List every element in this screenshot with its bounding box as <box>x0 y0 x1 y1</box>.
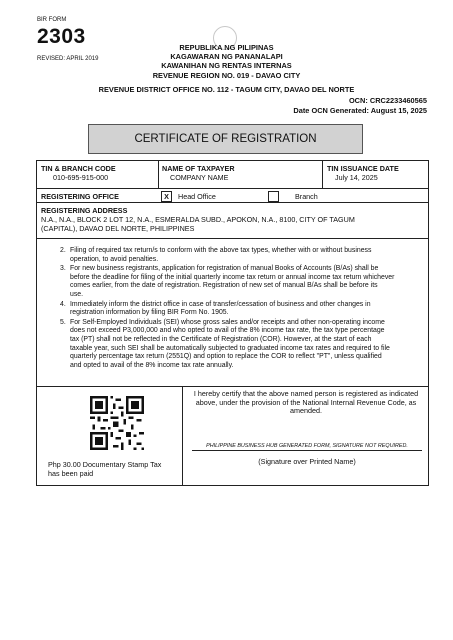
note-line: Immediately inform the district office in case of transfer/cessation of business and other changes in <box>70 300 371 308</box>
note-line: Filing of required tax return/s to conform with the above tax types, whether with or without business <box>70 247 372 254</box>
divider-row-4 <box>36 386 429 387</box>
header-line-5: REVENUE DISTRICT OFFICE NO. 112 - TAGUM CITY, DAVAO DEL NORTE <box>98 85 355 94</box>
signature-caption: (Signature over Printed Name) <box>258 457 356 466</box>
note-number: 5. <box>60 318 66 326</box>
qr-code-icon <box>90 396 144 450</box>
divider-row-3 <box>36 238 429 239</box>
note-item <box>60 247 423 264</box>
note-line: does not exceed P3,000,000 and who opted to avail of the 8% income tax rate, the tax type percentage <box>70 327 385 335</box>
note-line: before the deadline for filing of the initial quarterly income tax return or annual income tax return whichever <box>70 273 395 281</box>
document-title: CERTIFICATE OF REGISTRATION <box>88 124 363 154</box>
head-office-label: Head Office <box>178 192 216 201</box>
header-line-3: KAWANIHAN NG RENTAS INTERNAS <box>161 61 292 70</box>
divider-col-footer <box>182 386 183 486</box>
note-line: use. <box>70 290 84 298</box>
note-line: For Self-Employed Individuals (SEI) whose gross sales and/or receipts and other non-operating income <box>70 318 385 326</box>
cert-line-1: I hereby certify that the above named person is registered as indicated <box>193 389 419 398</box>
note-number: 2. <box>60 247 66 254</box>
note-line: comes earlier, from the date of registration. Registration of new set of manual B/As shall be before its <box>70 282 378 290</box>
taxpayer-name-label: NAME OF TAXPAYER <box>162 164 235 173</box>
registering-address-label: REGISTERING ADDRESS <box>41 206 128 215</box>
header-line-2: KAGAWARAN NG PANANALAPI <box>170 52 283 61</box>
cert-line-3: amended. <box>290 406 322 416</box>
header-line-4: REVENUE REGION NO. 019 - DAVAO CITY <box>152 71 301 80</box>
registration-notes <box>60 247 423 370</box>
taxpayer-name-value: COMPANY NAME <box>170 173 229 182</box>
note-line: and opted to avail of the 8% income tax rate annually. <box>70 361 234 369</box>
branch-label: Branch <box>295 192 318 201</box>
note-line: registration information by filing BIR Form No. 1905. <box>70 309 229 317</box>
divider-row-1 <box>36 188 429 189</box>
business-hub-note: PHILIPPINE BUSINESS HUB GENERATED FORM, SIGNATURE NOT REQUIRED. <box>206 443 408 449</box>
ocn-number: OCN: CRC2233460565 <box>348 96 427 105</box>
signature-line <box>192 450 422 451</box>
note-number: 4. <box>60 300 66 308</box>
note-line: quarterly percentage tax return (2551Q) and option to replace the COR to reflect "PT", unless qualified <box>70 353 382 361</box>
ocn-date: Date OCN Generated: August 15, 2025 <box>293 106 427 115</box>
note-number: 3. <box>60 265 66 273</box>
address-line-2: (CAPITAL), DAVAO DEL NORTE, PHILIPPINES <box>41 224 195 233</box>
stamp-line-2: has been paid <box>48 468 94 478</box>
certification-text <box>186 390 426 416</box>
note-item <box>60 319 423 371</box>
divider-col-name <box>158 160 159 188</box>
registering-office-label: REGISTERING OFFICE <box>41 192 119 201</box>
tin-issuance-value: July 14, 2025 <box>335 173 378 182</box>
note-item <box>60 265 423 299</box>
header-line-1: REPUBLIKA NG PILIPINAS <box>179 43 274 52</box>
stamp-line-1: Php 30.00 Documentary Stamp Tax <box>48 460 162 469</box>
form-label: BIR FORM <box>37 17 67 23</box>
note-line: operation, to avoid penalties. <box>70 255 159 263</box>
note-line: taxable year, such SEI shall be automatically subjected to graduated income tax rates and required to file <box>70 344 390 352</box>
tin-label: TIN & BRANCH CODE <box>41 164 116 173</box>
branch-checkbox <box>268 191 279 202</box>
note-line: For new business registrants, application for registration of manual Books of Accounts (B/As) shall be <box>70 265 379 273</box>
head-office-checkbox: X <box>161 191 172 202</box>
tin-issuance-label: TIN ISSUANCE DATE <box>327 164 399 173</box>
address-line-1: N.A., N.A., BLOCK 2 LOT 12, N.A., ESMERALDA SUBD., APOKON, N.A., 8100, CITY OF TAGUM <box>41 215 355 224</box>
documentary-stamp-note <box>48 461 161 478</box>
note-line: tax (PT) shall not be reflected in the Certificate of Registration (COR). However, at the start of each <box>70 335 372 343</box>
form-number: 2303 <box>37 25 86 48</box>
note-item <box>60 301 423 318</box>
revised-date: REVISED: APRIL 2019 <box>37 56 99 62</box>
tin-value: 010-695-915-000 <box>53 173 109 182</box>
cert-line-2: above, under the provision of the National Internal Revenue Code, as <box>195 397 417 407</box>
divider-col-issuance <box>322 160 323 188</box>
divider-row-2 <box>36 202 429 203</box>
